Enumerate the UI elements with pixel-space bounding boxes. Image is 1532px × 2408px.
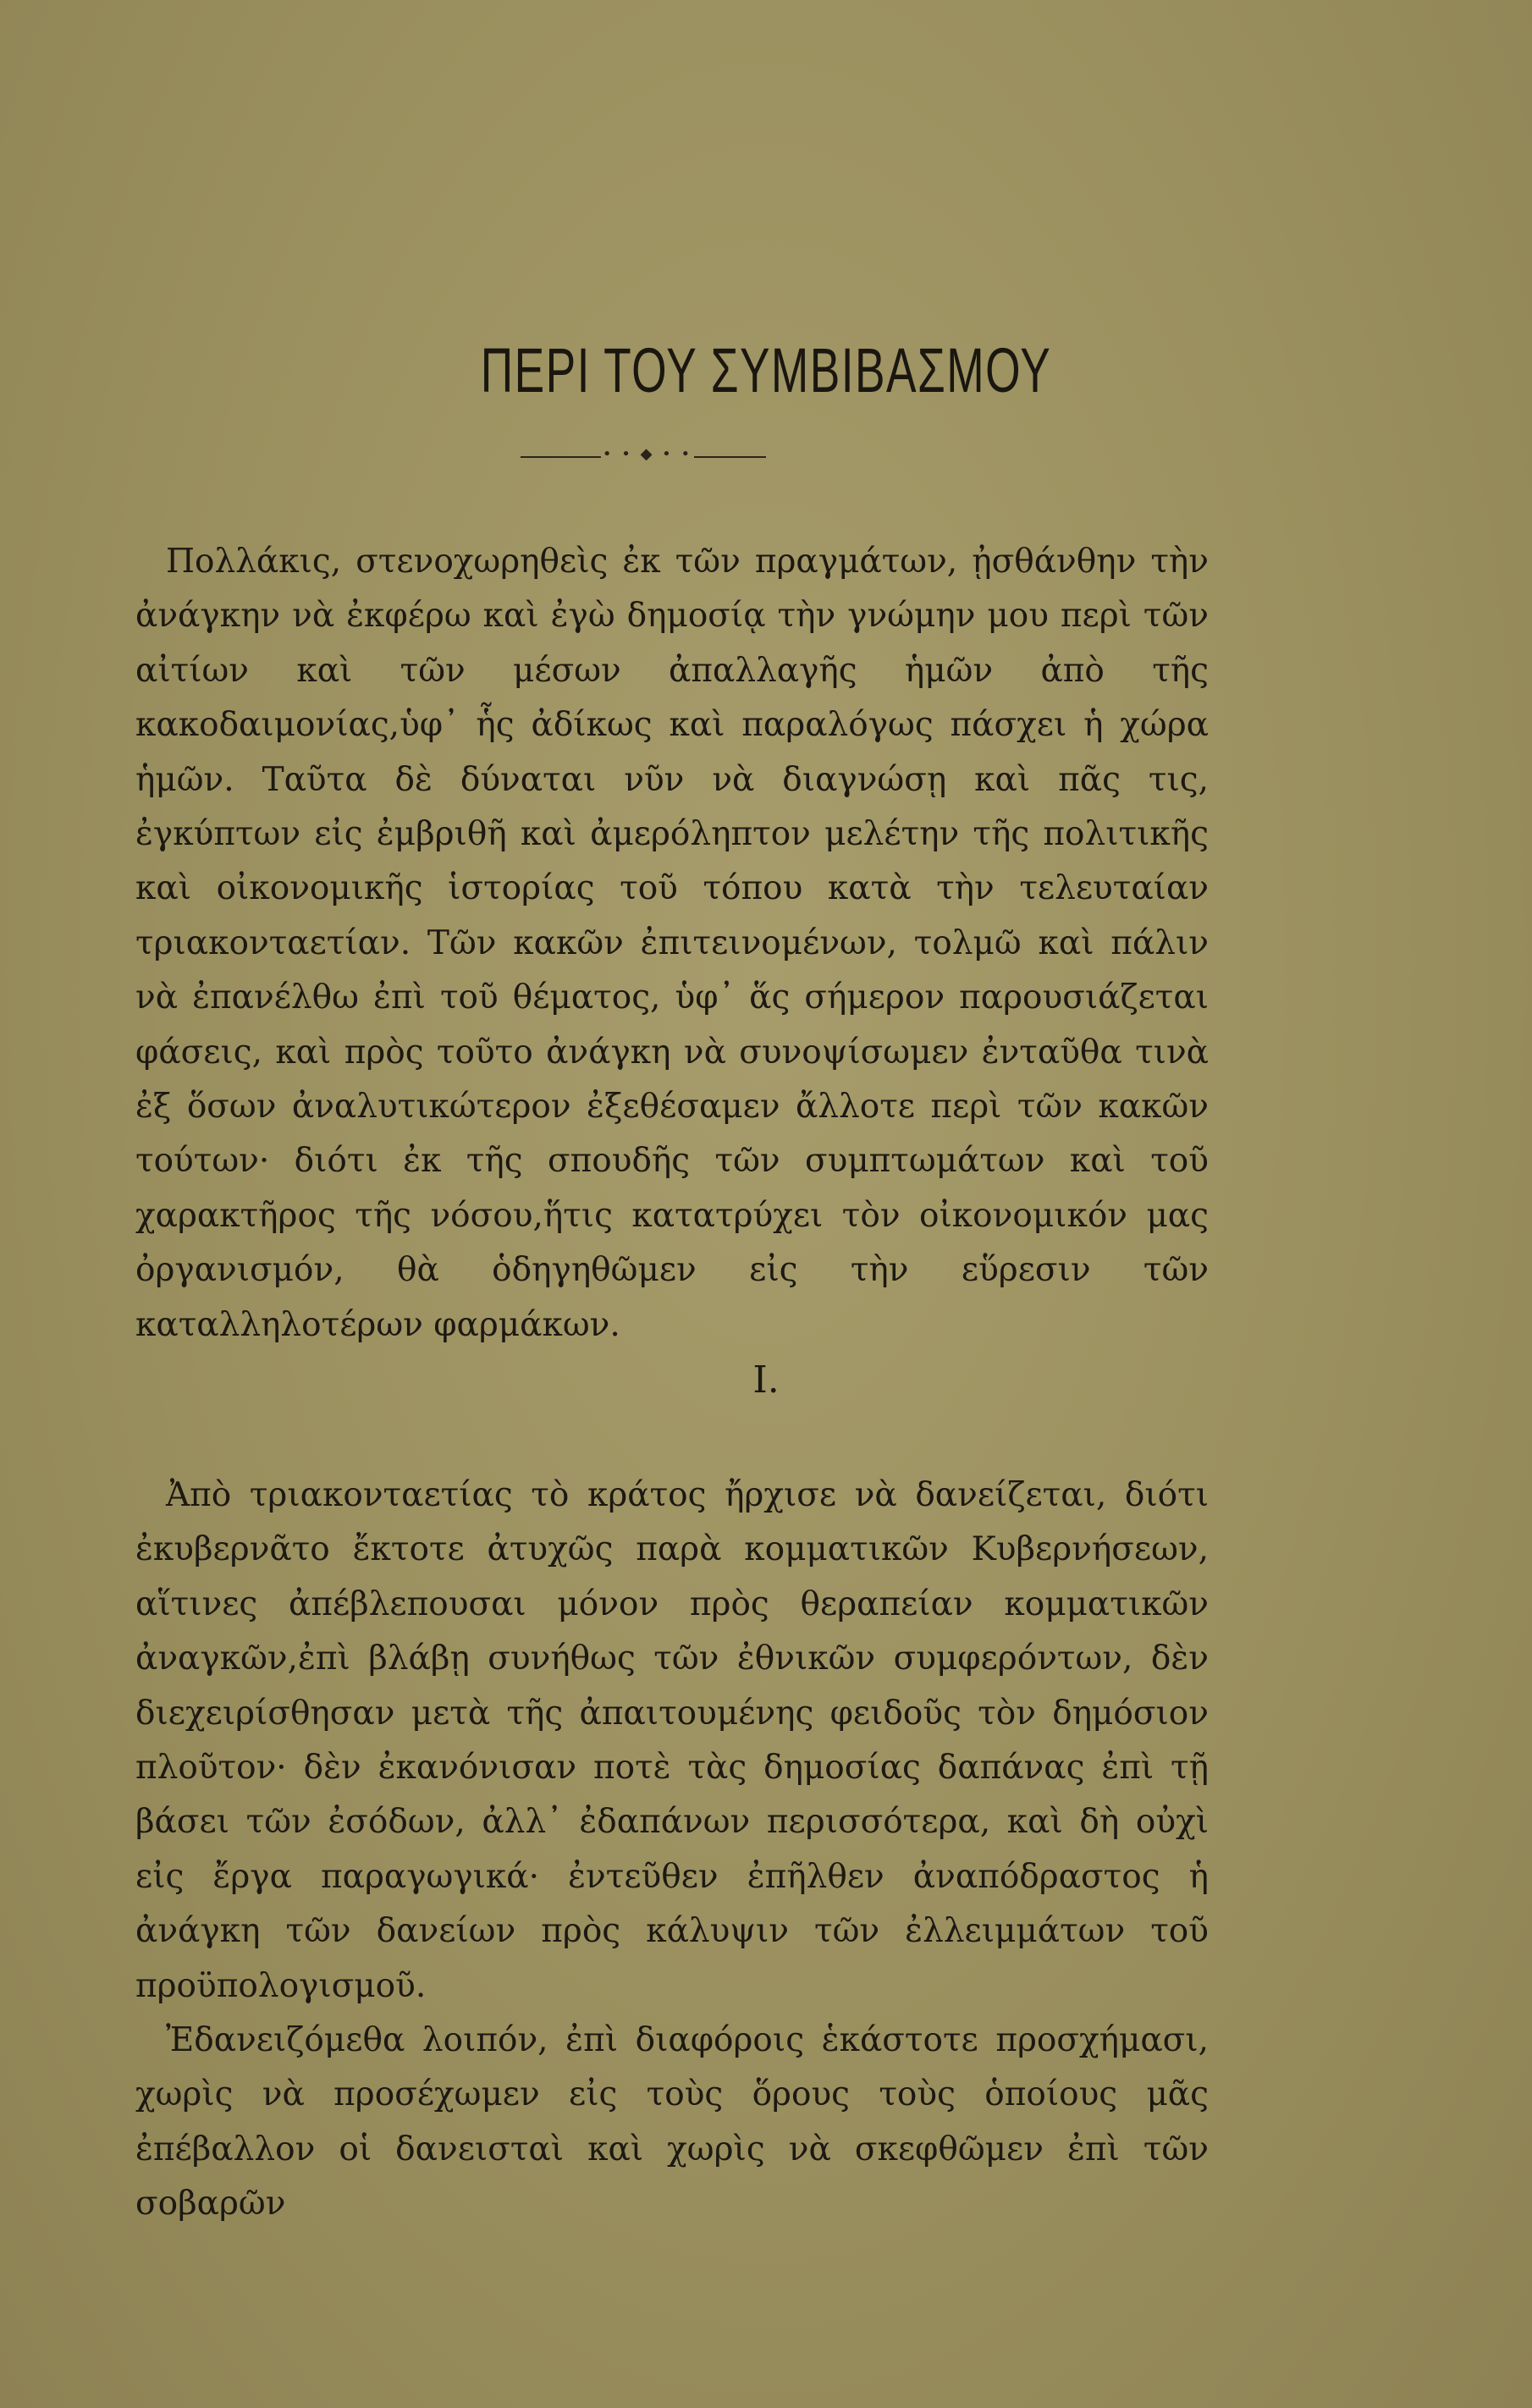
page-title: ΠΕΡΙ ΤΟΥ ΣΥΜΒΙΒΑΣΜΟΥ	[480, 335, 1052, 405]
intro-text	[135, 535, 1209, 1353]
section-paragraph-1: Ἀπὸ τριακονταετίας τὸ κράτος ἤρχισε νὰ δανείζεται, διότι ἐκυβερνᾶτο ἔκτοτε ἀτυχῶς παρὰ κομματικῶν Κυβερνήσεων, αἵτινες ἀπέβλεπουσαι μόνον πρὸς θεραπείαν κομματικῶν ἀναγκῶν,ἐπὶ βλάβῃ συνήθως τῶν ἐθνικῶν συμφερόντων, δὲν διεχειρίσθησαν μετὰ τῆς ἀπαιτουμένης φειδοῦς τὸν δημόσιον πλοῦτον· δὲν ἐκανόνισαν ποτὲ τὰς δημοσίας δαπάνας ἐπὶ τῇ βάσει τῶν ἐσόδων, ἀλλ᾽ ἐδαπάνων περισσότερα, καὶ δὴ οὐχὶ εἰς ἔργα παραγωγικά· ἐντεῦθεν ἐπῆλθεν ἀναπόδραστος ἡ ἀνάγκη τῶν δανείων πρὸς κάλυψιν τῶν ἐλλειμμάτων τοῦ προϋπολογισμοῦ.	[135, 1476, 1209, 2005]
title-ornament	[521, 445, 766, 466]
section-number: Ι.	[752, 1358, 780, 1402]
section-text	[135, 1468, 1209, 2232]
ornament-line-right	[694, 456, 766, 458]
section-paragraph-2: Ἐδανειζόμεθα λοιπόν, ἐπὶ διαφόροις ἑκάστοτε προσχήμασι, χωρὶς νὰ προσέχωμεν εἰς τοὺς ὅρους τοὺς ὁποίους μᾶς ἐπέβαλλον οἱ δανεισταὶ καὶ χωρὶς νὰ σκεφθῶμεν ἐπὶ τῶν σοβαρῶν	[135, 2021, 1209, 2223]
ornament-line-left	[521, 456, 601, 458]
intro-paragraph: Πολλάκις, στενοχωρηθεὶς ἐκ τῶν πραγμάτων, ᾐσθάνθην τὴν ἀνάγκην νὰ ἐκφέρω καὶ ἐγὼ δημοσίᾳ τὴν γνώμην μου περὶ τῶν αἰτίων καὶ τῶν μέσων ἀπαλλαγῆς ἡμῶν ἀπὸ τῆς κακοδαιμονίας,ὑφ᾽ ἧς ἀδίκως καὶ παραλόγως πάσχει ἡ χώρα ἡμῶν. Ταῦτα δὲ δύναται νῦν νὰ διαγνώσῃ καὶ πᾶς τις, ἐγκύπτων εἰς ἐμβριθῆ καὶ ἀμερόληπτον μελέτην τῆς πολιτικῆς καὶ οἰκονομικῆς ἱστορίας τοῦ τόπου κατὰ τὴν τελευταίαν τριακονταετίαν. Τῶν κακῶν ἐπιτεινομένων, τολμῶ καὶ πάλιν νὰ ἐπανέλθω ἐπὶ τοῦ θέματος, ὑφ᾽ ἅς σήμερον παρουσιάζεται φάσεις, καὶ πρὸς τοῦτο ἀνάγκη νὰ συνοψίσωμεν ἐνταῦθα τινὰ ἐξ ὅσων ἀναλυτικώτερον ἐξεθέσαμεν ἄλλοτε περὶ τῶν κακῶν τούτων· διότι ἐκ τῆς σπουδῆς τῶν συμπτωμάτων καὶ τοῦ χαρακτῆρος τῆς νόσου,ἥτις κατατρύχει τὸν οἰκονομικόν μας ὀργανισμόν, θὰ ὁδηγηθῶμεν εἰς τὴν εὕρεσιν τῶν καταλληλοτέρων φαρμάκων.	[135, 543, 1209, 1344]
ornament-dots: • • ◆ • •	[602, 445, 693, 463]
